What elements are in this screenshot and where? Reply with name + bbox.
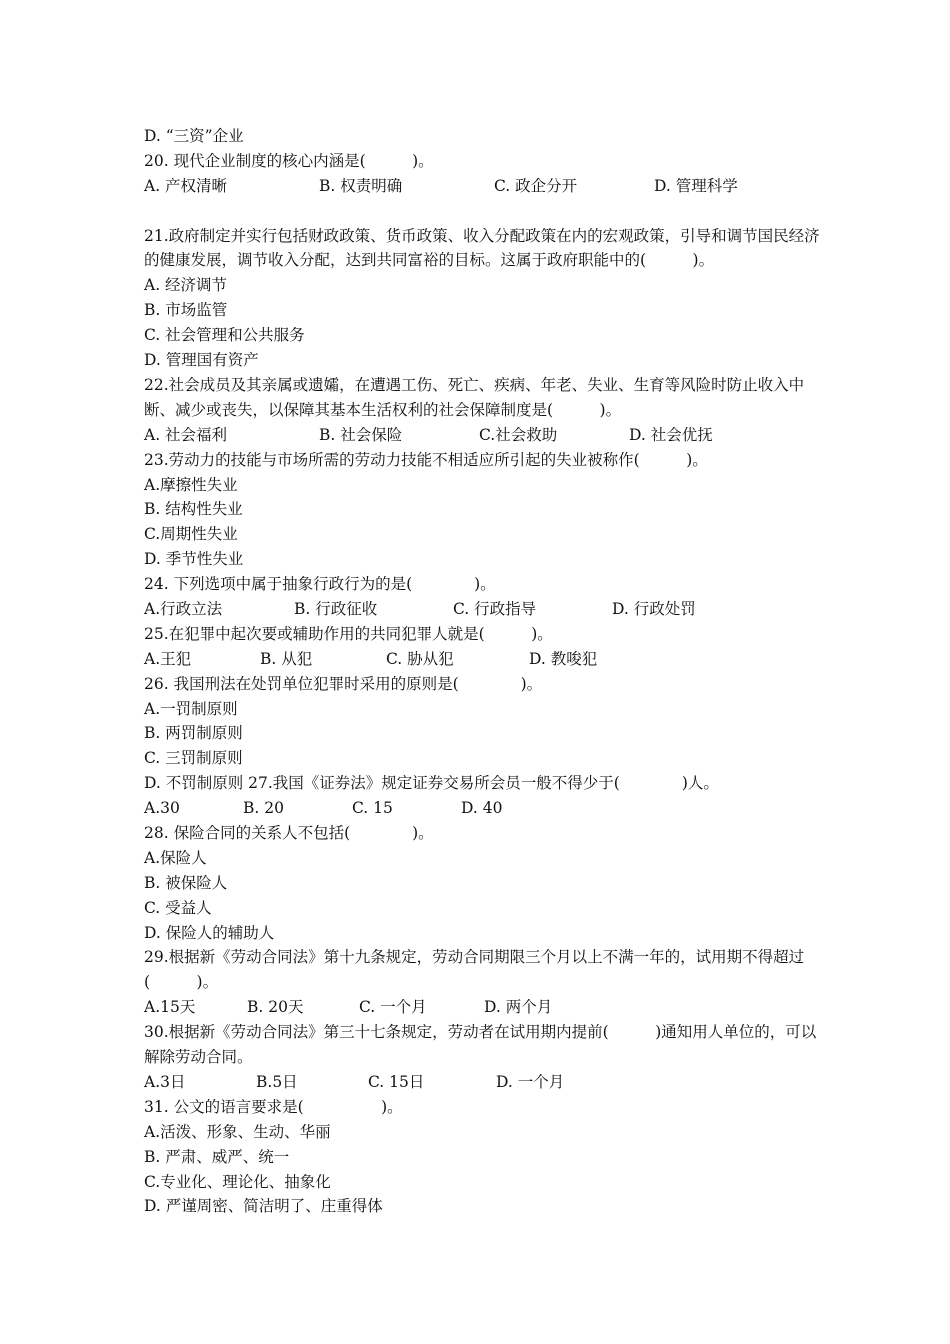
- option-24d: D. 行政处罚: [612, 599, 696, 618]
- option-27d: D. 40: [461, 799, 503, 818]
- option-27b: B. 20: [243, 799, 284, 818]
- option-29b: B. 20天: [247, 998, 304, 1017]
- option-22b: B. 社会保险: [319, 425, 403, 444]
- option-24b: B. 行政征收: [294, 599, 378, 618]
- option-29d: D. 两个月: [484, 998, 553, 1017]
- question-29: 29.根据新《劳动合同法》第十九条规定，劳动合同期限三个月以上不满一年的，试用期不得超过( )。: [144, 948, 805, 992]
- option-22d: D. 社会优抚: [629, 425, 713, 444]
- option-21d: D. 管理国有资产: [144, 351, 259, 370]
- options-row-29: [144, 995, 824, 1020]
- option-29a: A.15天: [144, 998, 196, 1017]
- option-26d-question-27: D. 不罚制原则 27.我国《证券法》规定证券交易所会员一般不得少于( )人。: [144, 774, 719, 793]
- option-28d: D. 保险人的辅助人: [144, 923, 275, 942]
- option-23b: B. 结构性失业: [144, 500, 243, 519]
- option-23c: C.周期性失业: [144, 525, 238, 544]
- question-23: 23.劳动力的技能与市场所需的劳动力技能不相适应所引起的失业被称作( )。: [144, 450, 708, 469]
- option-20a: A. 产权清晰: [144, 176, 228, 195]
- question-22: 22.社会成员及其亲属或遗孀，在遭遇工伤、死亡、疾病、年老、失业、生育等风险时防止收入中断、减少或丧失，以保障其基本生活权利的社会保障制度是( )。: [144, 375, 805, 419]
- options-row-24: [144, 597, 824, 622]
- option-30b: B.5日: [256, 1072, 298, 1091]
- option-26a: A.一罚制原则: [144, 699, 238, 718]
- question-31: 31. 公文的语言要求是( )。: [144, 1097, 403, 1116]
- option-23d: D. 季节性失业: [144, 550, 244, 569]
- option-30a: A.3日: [144, 1072, 186, 1091]
- question-28: 28. 保险合同的关系人不包括( )。: [144, 824, 434, 842]
- question-30: 30.根据新《劳动合同法》第三十七条规定，劳动者在试用期内提前( )通知用人单位的，可以解除劳动合同。: [144, 1023, 817, 1067]
- option-31c: C.专业化、理论化、抽象化: [144, 1172, 331, 1191]
- option-28a: A.保险人: [144, 848, 207, 867]
- option-27a: A.30: [144, 799, 180, 818]
- option-26b: B. 两罚制原则: [144, 724, 243, 743]
- options-row-25: [144, 647, 824, 672]
- options-row-30: [144, 1070, 824, 1095]
- option-26c: C. 三罚制原则: [144, 749, 243, 768]
- question-24: 24. 下列选项中属于抽象行政行为的是( )。: [144, 575, 496, 594]
- option-27c: C. 15: [352, 799, 393, 818]
- option-31b: B. 严肃、威严、统一: [144, 1147, 290, 1166]
- option-25b: B. 从犯: [260, 649, 313, 668]
- option-29c: C. 一个月: [359, 998, 427, 1017]
- option-25d: D. 教唆犯: [529, 649, 598, 668]
- option-22a: A. 社会福利: [144, 425, 228, 444]
- option-28c: C. 受益人: [144, 898, 212, 917]
- option-31a: A.活泼、形象、生动、华丽: [144, 1122, 331, 1141]
- option-21a: A. 经济调节: [144, 276, 228, 295]
- option-24c: C. 行政指导: [453, 599, 537, 618]
- option-30d: D. 一个月: [496, 1072, 565, 1091]
- question-26: 26. 我国刑法在处罚单位犯罪时采用的原则是( )。: [144, 674, 543, 693]
- option-22c: C.社会救助: [479, 425, 558, 444]
- question-25: 25.在犯罪中起次要或辅助作用的共同犯罪人就是( )。: [144, 624, 553, 643]
- question-21: 21.政府制定并实行包括财政政策、货币政策、收入分配政策在内的宏观政策，引导和调节国民经济的健康发展，调节收入分配，达到共同富裕的目标。这属于政府职能中的( )。: [144, 226, 820, 270]
- option-20c: C. 政企分开: [494, 176, 578, 195]
- option-20d: D. 管理科学: [654, 176, 738, 195]
- question-20: 20. 现代企业制度的核心内涵是( )。: [144, 151, 434, 170]
- option-25a: A.王犯: [144, 649, 192, 668]
- options-row-22: [144, 423, 824, 448]
- option-24a: A.行政立法: [144, 599, 223, 618]
- option-21b: B. 市场监管: [144, 301, 228, 320]
- document-page: [144, 124, 824, 1219]
- option-25c: C. 胁从犯: [386, 649, 454, 668]
- option-21c: C. 社会管理和公共服务: [144, 326, 305, 345]
- blank-line: [144, 199, 824, 224]
- option-line-19d: D. “三资”企业: [144, 127, 244, 145]
- option-28b: B. 被保险人: [144, 873, 228, 892]
- option-31d: D. 严谨周密、简洁明了、庄重得体: [144, 1197, 383, 1216]
- options-row-20: [144, 174, 824, 199]
- option-30c: C. 15日: [368, 1072, 425, 1091]
- options-row-27: [144, 796, 824, 821]
- option-23a: A.摩擦性失业: [144, 475, 238, 494]
- option-20b: B. 权责明确: [319, 176, 403, 195]
